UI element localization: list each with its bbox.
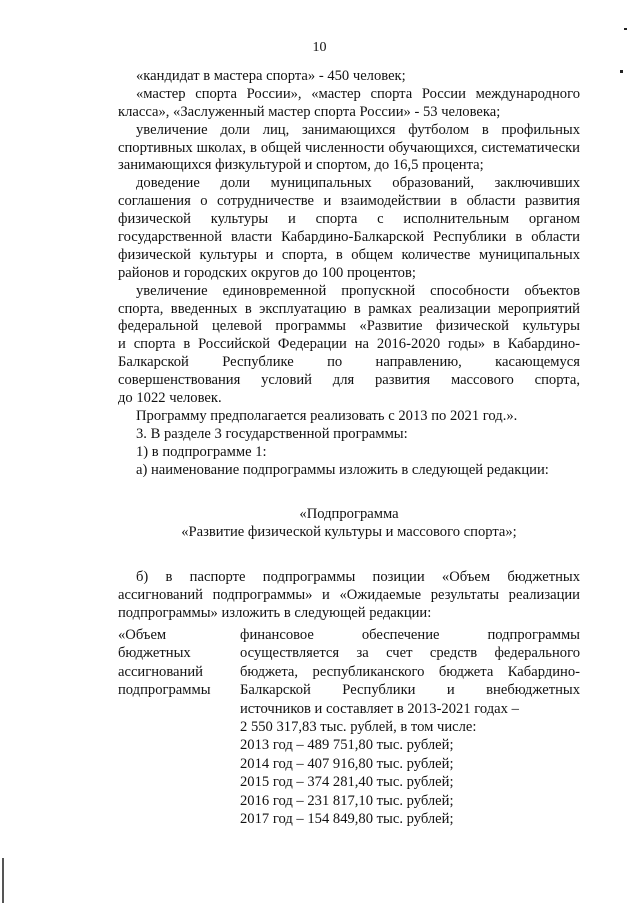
document-body [118,68,580,623]
subprogram-heading-line1: «Подпрограмма [299,506,399,523]
text-line: увеличение доли лиц, занимающихся футболом в профильных [136,121,580,138]
text-line: до 1022 человек. [118,390,222,407]
text-line: государственной власти Кабардино-Балкарской Республики в области [118,229,580,246]
spacer [118,479,580,497]
text-line: доведение доли муниципальных образований, заключивших [136,175,580,192]
table-right-line: 2014 год – 407 916,80 тыс. рублей; [240,755,454,772]
paragraphs-block-1 [118,68,580,479]
text-line: физической культуры и спорта, в общем количестве муниципальных [118,246,580,263]
table-right-line: 2016 год – 231 817,10 тыс. рублей; [240,792,454,809]
table-left-line: подпрограммы [118,682,211,699]
spacer [118,497,580,506]
table-left-line: ассигнований [118,663,203,680]
table-right-line: 2015 год – 374 281,40 тыс. рублей; [240,774,454,791]
table-right-line: источников и составляет в 2013-2021 годах – [240,700,519,717]
text-line: и спорта в Российской Федерации на 2016-2020 годы» в Кабардино- [118,336,580,353]
table-left-line: бюджетных [118,645,191,662]
text-line: «мастер спорта России», «мастер спорта России международного [136,85,580,102]
text-line: 3. В разделе 3 государственной программы: [136,425,408,442]
text-line: а) наименование подпрограммы изложить в следующей редакции: [136,461,549,478]
subprogram-heading-line2: «Развитие физической культуры и массового спорта»; [181,524,517,541]
scan-mark [624,28,627,30]
table-right-line: Балкарской Республики и внебюджетных [240,682,580,699]
text-line: занимающихся физкультурой и спортом, до 16,5 процента; [118,157,484,174]
scan-mark [620,70,623,73]
text-line: федеральной целевой программы «Развитие физической культуры [118,318,580,335]
table-right-line: осуществляется за счет средств федерального [240,645,580,662]
text-line: подпрограммы» изложить в следующей редакции: [118,604,432,621]
text-line: районов и городских округов до 100 процентов; [118,264,416,281]
text-line: физической культуры и спорта с исполнительным органом [118,211,580,228]
table-left-line: «Объем [118,627,167,643]
table-right-line: 2 550 317,83 тыс. рублей, в том числе: [240,718,477,735]
text-line: б) в паспорте подпрограммы позиции «Объем бюджетных [136,569,580,586]
text-line: Балкарской Республике по направлению, касающемуся [118,354,580,371]
table-right-line: бюджета, республиканского бюджета Кабардино- [240,663,580,680]
page-number: 10 [312,40,327,55]
table-right-line: 2017 год – 154 849,80 тыс. рублей; [240,810,454,827]
text-line: совершенствования условий для развития массового спорта, [118,372,580,389]
text-line: увеличение единовременной пропускной способности объектов [136,282,580,299]
text-line: Программу предполагается реализовать с 2013 по 2021 год.». [136,407,518,424]
spacer [118,542,580,569]
text-line: класса», «Заслуженный мастер спорта России» - 53 человека; [118,103,501,120]
paragraphs-block-2 [118,569,580,623]
text-line: «кандидат в мастера спорта» - 450 человек; [136,68,406,84]
passport-position-label [118,626,230,700]
table-right-line: финансовое обеспечение подпрограммы [240,627,580,643]
scan-mark [2,858,4,903]
text-line: ассигнований подпрограммы» и «Ожидаемые результаты реализации [118,587,580,604]
text-line: спорта, введенных в эксплуатацию в рамках реализации мероприятий [118,300,580,317]
text-line: спортивных школах, в общей численности обучающихся, систематически [118,139,580,156]
text-line: соглашения о сотрудничестве и взаимодействии в области развития [118,193,580,210]
text-line: 1) в подпрограмме 1: [136,443,267,460]
table-right-line: 2013 год – 489 751,80 тыс. рублей; [240,737,454,754]
passport-position-value [240,626,580,828]
